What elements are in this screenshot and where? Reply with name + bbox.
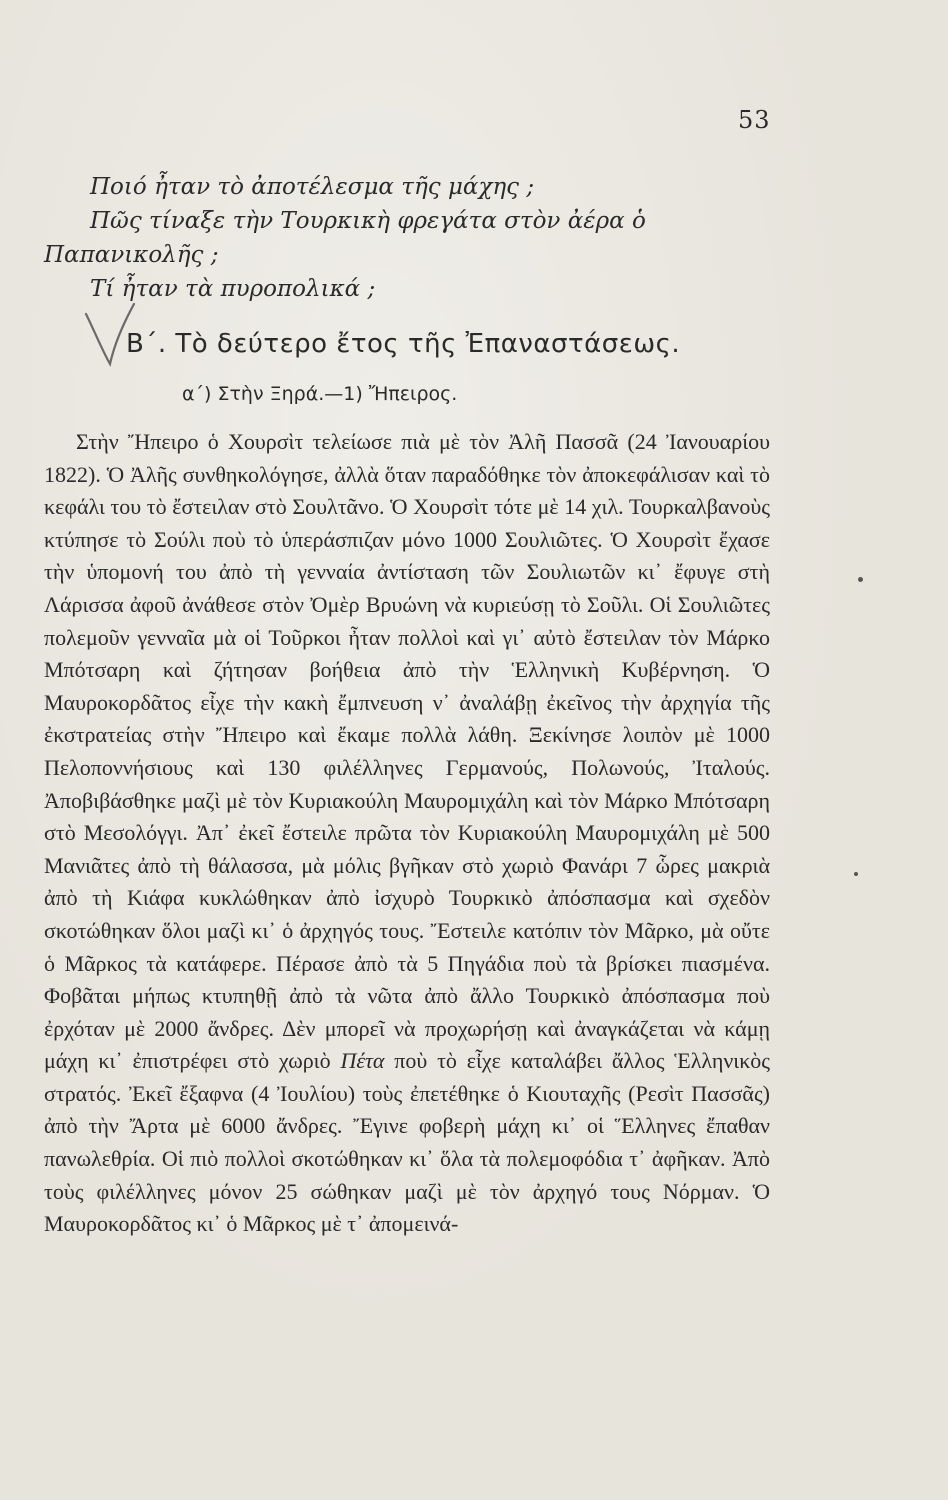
body-text <box>44 426 770 1241</box>
review-questions <box>44 170 774 306</box>
paragraph-text-after: ποὺ τὸ εἶχε καταλάβει ἄλλος Ἑλληνικὸς στρατός. Ἐκεῖ ἔξαφνα (4 Ἰουλίου) τοὺς ἐπετέθηκε ὁ Κιουταχῆς (Ρεσὶτ Πασσᾶς) ἀπὸ τὴν Ἄρτα μὲ 6000 ἄνδρες. Ἔγινε φοβερὴ μάχη κι᾿ οἱ Ἕλληνες ἔπαθαν πανωλεθρία. Οἱ πιὸ πολλοὶ σκοτώθηκαν κι᾿ ὅλα τὰ πολεμοφόδια τ᾿ ἀφῆκαν. Ἀπὸ τοὺς φιλέλληνες μόνον 25 σώθηκαν μαζὶ μὲ τὸν ἀρχηγό τους Νόρμαν. Ὁ Μαυροκορδᾶτος κι᾿ ὁ Μᾶρκος μὲ τ᾿ ἀπομεινά- <box>44 1048 771 1237</box>
ink-speck <box>854 872 858 876</box>
body-paragraph <box>44 426 770 1241</box>
section-title: Β΄. Τὸ δεύτερο ἔτος τῆς Ἐπαναστάσεως. <box>126 329 681 359</box>
place-name-emphasis: Πέτα <box>340 1048 385 1074</box>
paragraph-text-before: Στὴν Ἤπειρο ὁ Χουρσὶτ τελείωσε πιὰ μὲ τὸν Ἀλῆ Πασσᾶ (24 Ἰανουαρίου 1822). Ὁ Ἀλῆς συνθηκολόγησε, ἀλλὰ ὅταν παραδόθηκε τὸν ἀποκεφάλισαν καὶ τὸ κεφάλι του τὸ ἔστειλαν στὸ Σουλτᾶνο. Ὁ Χουρσὶτ τότε μὲ 14 χιλ. Τουρκαλβανοὺς κτύπησε τὸ Σούλι ποὺ τὸ ὑπεράσπιζαν μόνο 1000 Σουλιῶτες. Ὁ Χουρσὶτ ἔχασε τὴν ὑπομονή του ἀπὸ τὴ γενναία ἀντίσταση τῶν Σουλιωτῶν κι᾿ ἔφυγε στὴ Λάρισσα ἀφοῦ ἀνάθεσε στὸν Ὀμὲρ Βρυώνη νὰ κυριεύσῃ τὸ Σοῦλι. Οἱ Σουλιῶτες πολεμοῦν γενναῖα μὰ οἱ Τοῦρκοι ἦταν πολλοὶ καὶ γι᾿ αὐτὸ ἔστειλαν τὸν Μάρκο Μπότσαρη καὶ ζήτησαν βοήθεια ἀπὸ τὴν Ἑλληνικὴ Κυβέρνηση. Ὁ Μαυροκορδᾶτος εἶχε τὴν κακὴ ἔμπνευση ν᾿ ἀναλάβῃ ἐκεῖνος τὴν ἀρχηγία τῆς ἐκστρατείας στὴν Ἤπειρο καὶ ἔκαμε πολλὰ λάθη. Ξεκίνησε λοιπὸν μὲ 1000 Πελοποννήσιους καὶ 130 φιλέλληνες Γερμανούς, Πολωνούς, Ἰταλούς. Ἀποβιβάσθηκε μαζὶ μὲ τὸν Κυριακούλη Μαυρομιχάλη καὶ τὸν Μάρκο Μπότσαρη στὸ Μεσολόγγι. Ἀπ᾿ ἐκεῖ ἔστειλε πρῶτα τὸν Κυριακούλη Μαυρομιχάλη μὲ 500 Μανιᾶτες ἀπὸ τὴ θάλασσα, μὰ μόλις βγῆκαν στὸ χωριὸ Φανάρι 7 ὧρες μακριὰ ἀπὸ τὴ Κιάφα κυκλώθηκαν ἀπὸ ἰσχυρὸ Τουρκικὸ ἀπόσπασμα καὶ σχεδὸν σκοτώθηκαν ὅλοι μαζὶ κι᾿ ὁ ἀρχηγός τους. Ἔστειλε κατόπιν τὸν Μᾶρκο, μὰ οὔτε ὁ Μᾶρκος τὰ κατάφερε. Πέρασε ἀπὸ τὰ 5 Πηγάδια ποὺ τὰ βρίσκει πιασμένα. Φοβᾶται μήπως κτυπηθῇ ἀπὸ τὰ νῶτα ἀπὸ ἄλλο Τουρκικὸ ἀπόσπασμα ποὺ ἐρχόταν μὲ 2000 ἄνδρες. Δὲν μπορεῖ νὰ προχωρήσῃ καὶ ἀναγκάζεται νὰ κάμῃ μάχη κι᾿ ἐπιστρέφει στὸ χωριὸ <box>44 429 770 1074</box>
question-2: Πῶς τίναξε τὴν Τουρκικὴ φρεγάτα στὸν ἀέρα ὁ Παπανικολῆς ; <box>44 208 646 268</box>
page-number: 53 <box>738 106 771 134</box>
ink-speck <box>858 577 863 582</box>
question-1: Ποιό ἦταν τὸ ἀποτέλεσμα τῆς μάχης ; <box>90 174 535 200</box>
subsection-title: α΄) Στὴν Ξηρά.—1) Ἤπειρος. <box>182 383 458 405</box>
question-3: Τί ἦταν τὰ πυροπολικά ; <box>90 276 376 302</box>
